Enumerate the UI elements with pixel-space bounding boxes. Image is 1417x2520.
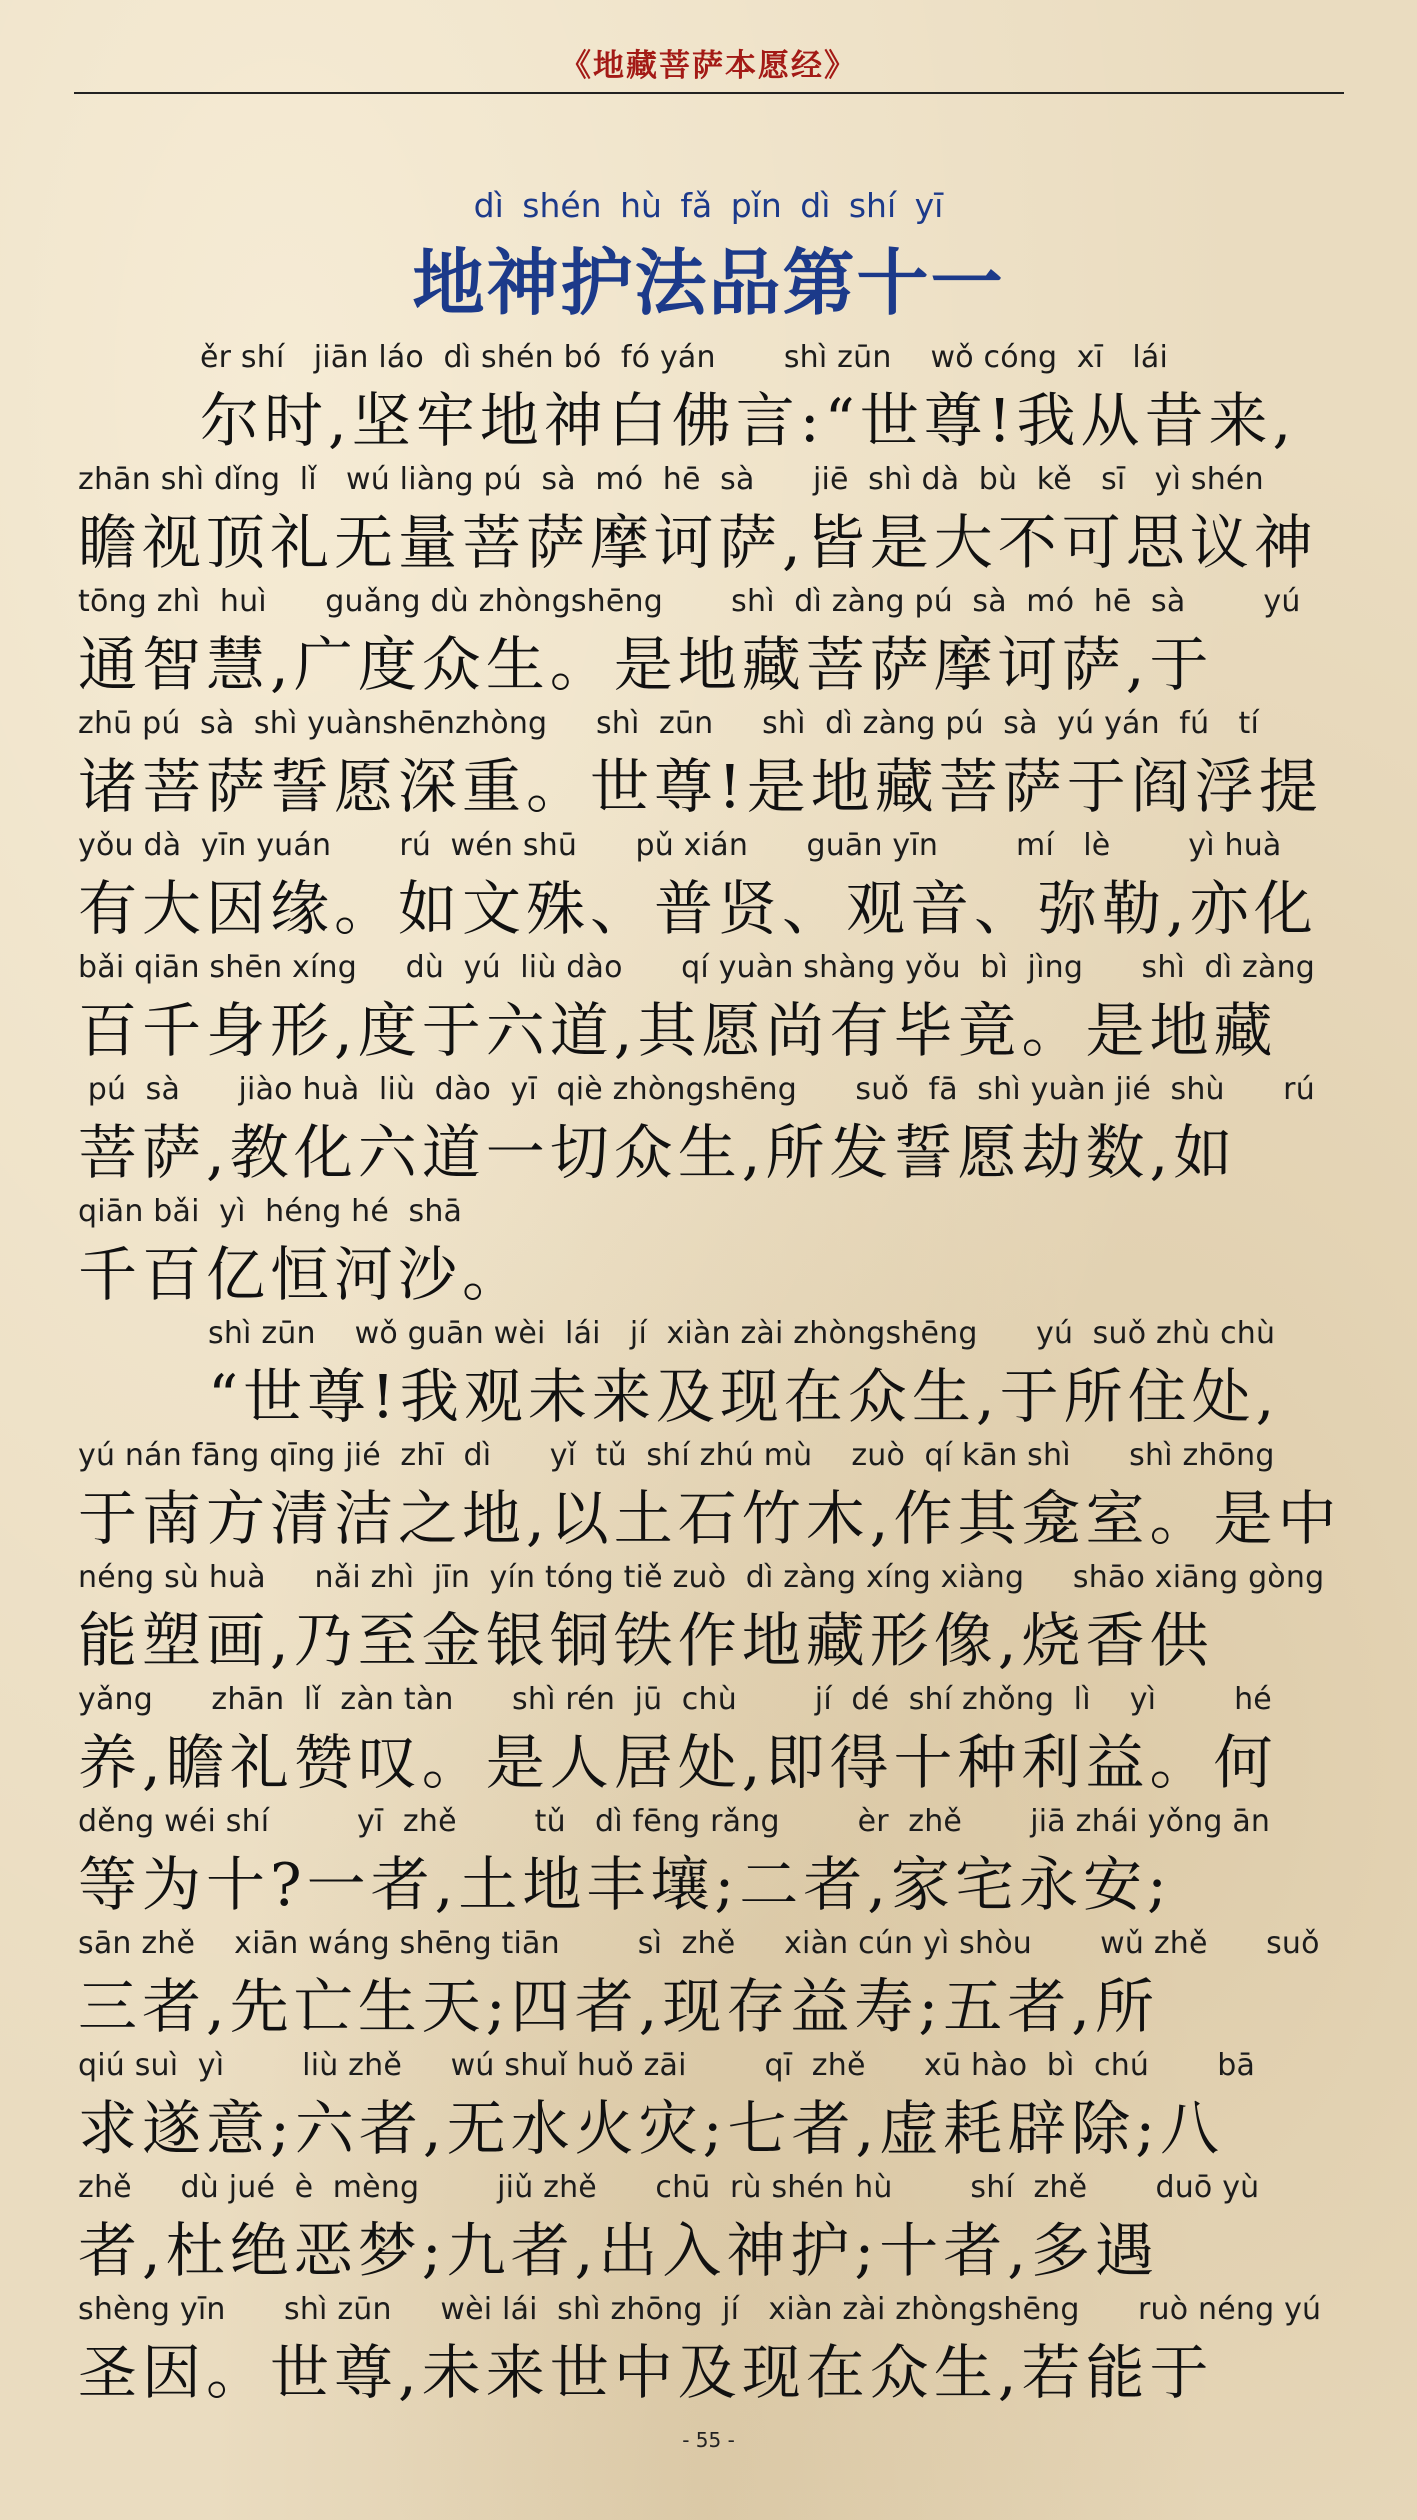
pinyin-line: yǎng zhān lǐ zàn tàn shì rén jū chù jí dé shí zhǒng lì yì hé — [78, 1682, 1272, 1717]
pinyin-line: děng wéi shí yī zhě tǔ dì fēng rǎng èr zhě jiā zhái yǒng ān — [78, 1804, 1271, 1839]
chapter-title: 地神护法品第十一 — [412, 240, 1005, 325]
pinyin-line: shèng yīn shì zūn wèi lái shì zhōng jí xiàn zài zhòngshēng ruò néng yú — [78, 2292, 1322, 2327]
pinyin-line: ěr shí jiān láo dì shén bó fó yán shì zūn wǒ cóng xī lái — [200, 340, 1169, 375]
hanzi-line: 求遂意;六者,无水火灾;七者,虚耗辟除;八 — [78, 2094, 1225, 2163]
pinyin-line: néng sù huà nǎi zhì jīn yín tóng tiě zuò dì zàng xíng xiàng shāo xiāng gòng — [78, 1560, 1325, 1595]
hanzi-line: 养,瞻礼赞叹。是人居处,即得十种利益。何 — [78, 1728, 1278, 1797]
scripture-line — [78, 706, 1323, 824]
header-divider — [74, 92, 1344, 94]
scripture-line — [78, 584, 1301, 702]
scripture-line — [78, 950, 1315, 1068]
hanzi-line: 百千身形,度于六道,其愿尚有毕竟。是地藏 — [78, 996, 1278, 1065]
scripture-line — [78, 1194, 526, 1312]
hanzi-line: “世尊!我观未来及现在众生,于所住处, — [208, 1362, 1280, 1431]
hanzi-line: 能塑画,乃至金银铜铁作地藏形像,烧香供 — [78, 1606, 1214, 1675]
scripture-line — [78, 1926, 1320, 2044]
scripture-line — [78, 2292, 1321, 2410]
pinyin-line: zhū pú sà shì yuànshēnzhòng shì zūn shì dì zàng pú sà yú yán fú tí — [78, 706, 1259, 741]
hanzi-line: 于南方清洁之地,以土石竹木,作其龛室。是中 — [78, 1484, 1342, 1553]
scripture-line — [78, 1804, 1270, 1922]
pinyin-line: pú sà jiào huà liù dào yī qiè zhòngshēng suǒ fā shì yuàn jié shù rú — [78, 1072, 1315, 1107]
pinyin-line: qiú suì yì liù zhě wú shuǐ huǒ zāi qī zhě xū hào bì chú bā — [78, 2048, 1256, 2083]
chapter-title-block — [0, 186, 1417, 329]
pinyin-line: zhě dù jué è mèng jiǔ zhě chū rù shén hù shí zhě duō yù — [78, 2170, 1260, 2205]
pinyin-line: qiān bǎi yì héng hé shā — [78, 1194, 463, 1229]
scripture-line — [78, 2170, 1259, 2288]
hanzi-line: 诸菩萨誓愿深重。世尊!是地藏菩萨于阎浮提 — [78, 752, 1323, 821]
pinyin-line: sān zhě xiān wáng shēng tiān sì zhě xiàn cún yì shòu wǔ zhě suǒ — [78, 1926, 1320, 1961]
hanzi-line: 菩萨,教化六道一切众生,所发誓愿劫数,如 — [78, 1118, 1238, 1187]
pinyin-line: yú nán fāng qīng jié zhī dì yǐ tǔ shí zhú mù zuò qí kān shì shì zhōng — [78, 1438, 1275, 1473]
pinyin-line: bǎi qiān shēn xíng dù yú liù dào qí yuàn shàng yǒu bì jìng shì dì zàng — [78, 950, 1316, 985]
pinyin-line: tōng zhì huì guǎng dù zhòngshēng shì dì zàng pú sà mó hē sà yú — [78, 584, 1301, 619]
hanzi-line: 瞻视顶礼无量菩萨摩诃萨,皆是大不可思议神 — [78, 508, 1318, 577]
hanzi-line: 者,杜绝恶梦;九者,出入神护;十者,多遇 — [78, 2216, 1160, 2285]
scripture-line — [78, 1560, 1324, 1678]
scripture-line — [200, 340, 1296, 458]
scripture-line — [208, 1316, 1279, 1434]
scripture-line — [78, 462, 1318, 580]
hanzi-line: 千百亿恒河沙。 — [78, 1240, 527, 1309]
hanzi-line: 圣因。世尊,未来世中及现在众生,若能于 — [78, 2338, 1214, 2407]
scripture-line — [78, 828, 1318, 946]
hanzi-line: 有大因缘。如文殊、普贤、观音、弥勒,亦化 — [78, 874, 1318, 943]
hanzi-line: 三者,先亡生天;四者,现存益寿;五者,所 — [78, 1972, 1160, 2041]
hanzi-line: 等为十?一者,土地丰壤;二者,家宅永安; — [78, 1850, 1172, 1919]
hanzi-line: 尔时,坚牢地神白佛言:“世尊!我从昔来, — [200, 386, 1297, 455]
pinyin-line: zhān shì dǐng lǐ wú liàng pú sà mó hē sà jiē shì dà bù kě sī yì shén — [78, 462, 1264, 497]
hanzi-line: 通智慧,广度众生。是地藏菩萨摩诃萨,于 — [78, 630, 1214, 699]
pinyin-line: yǒu dà yīn yuán rú wén shū pǔ xián guān yīn mí lè yì huà — [78, 828, 1282, 863]
scripture-line — [78, 1072, 1315, 1190]
pinyin-line: shì zūn wǒ guān wèi lái jí xiàn zài zhòngshēng yú suǒ zhù chù — [208, 1316, 1276, 1351]
page-number: - 55 - — [682, 2428, 735, 2452]
chapter-title-pinyin: dì shén hù fǎ pǐn dì shí yī — [473, 186, 944, 225]
scripture-line — [78, 1682, 1278, 1800]
scripture-line — [78, 1438, 1342, 1556]
book-title-header: 《地藏菩萨本愿经》 — [560, 48, 857, 84]
scripture-line — [78, 2048, 1255, 2166]
